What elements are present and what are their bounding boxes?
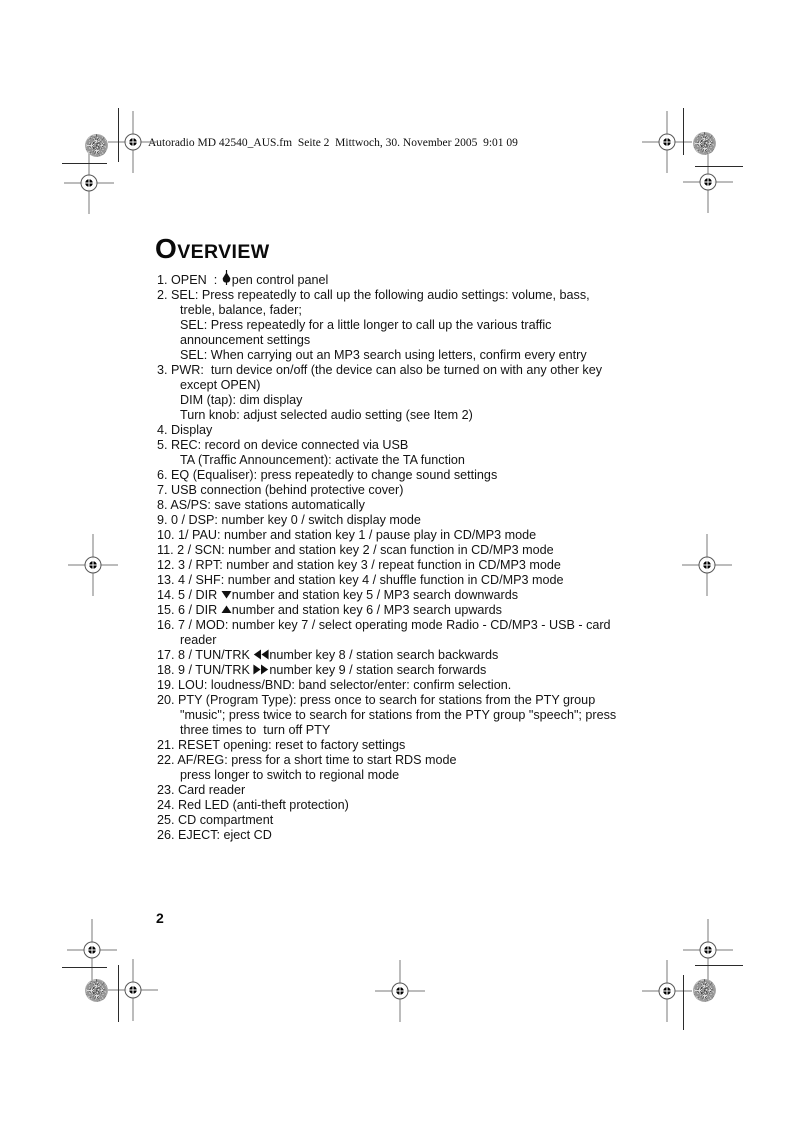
list-item-number: 24.: [157, 798, 179, 812]
registration-mark-icon: [101, 958, 165, 1022]
list-item: [157, 288, 717, 363]
list-item-line: 23. Card reader: [157, 783, 246, 797]
list-item-line: 8. AS/PS: save stations automatically: [157, 498, 365, 512]
halftone-dot-icon: [85, 979, 108, 1002]
registration-mark-icon: [57, 151, 121, 215]
list-item: [157, 543, 717, 558]
list-item-number: 19.: [157, 678, 179, 692]
list-item-line: three times to turn off PTY: [180, 723, 331, 737]
list-item: [157, 528, 717, 543]
crop-mark-line: [62, 967, 107, 968]
list-item-line: 15. 6 / DIR number and station key 6 / MP3 search upwards: [157, 603, 502, 617]
list-item-number: 7.: [157, 483, 172, 497]
list-item-line: Turn knob: adjust selected audio setting (see Item 2): [180, 408, 473, 422]
list-item-line: 10. 1/ PAU: number and station key 1 / pause play in CD/MP3 mode: [157, 528, 537, 542]
list-item-line: SEL: Press repeatedly for a little longer to call up the various traffic: [180, 318, 552, 332]
list-item: [157, 828, 717, 843]
list-item-number: 6.: [157, 468, 172, 482]
list-item-line: 3. PWR: turn device on/off (the device can also be turned on with any other key: [157, 363, 603, 377]
list-item: [157, 813, 717, 828]
list-item: [157, 783, 717, 798]
open-icon: [221, 270, 232, 285]
list-item: [157, 423, 717, 438]
list-item: [157, 558, 717, 573]
crop-mark-line: [118, 965, 119, 1022]
list-item-number: 12.: [157, 558, 179, 572]
list-item-line: 17. 8 / TUN/TRK number key 8 / station search backwards: [157, 648, 499, 662]
list-item: [157, 618, 717, 648]
list-item-number: 13.: [157, 573, 179, 587]
halftone-dot-icon: [85, 134, 108, 157]
list-item-line: 19. LOU: loudness/BND: band selector/enter: confirm selection.: [157, 678, 512, 692]
dir-up-icon: [221, 604, 232, 615]
list-item-line: 1. OPEN : pen control panel: [180, 270, 717, 288]
crop-mark-line: [683, 108, 684, 155]
list-item-number: 17.: [157, 648, 179, 662]
list-item-line: DIM (tap): dim display: [180, 393, 303, 407]
track-forward-icon: [253, 664, 269, 675]
registration-mark-icon: [635, 959, 699, 1023]
registration-mark-icon: [676, 150, 740, 214]
list-item-number: 10.: [157, 528, 179, 542]
list-item: [157, 603, 717, 618]
registration-mark-icon: [635, 110, 699, 174]
list-item-line: 4. Display: [157, 423, 213, 437]
list-item: [157, 468, 717, 483]
list-item-number: 23.: [157, 783, 179, 797]
list-item: [157, 483, 717, 498]
halftone-dot-icon: [693, 132, 716, 155]
list-item: [157, 270, 717, 288]
list-item-number: 5.: [157, 438, 172, 452]
list-item-line: 9. 0 / DSP: number key 0 / switch display mode: [157, 513, 421, 527]
crop-mark-line: [118, 108, 119, 162]
list-item-number: 21.: [157, 738, 179, 752]
list-item-line: SEL: When carrying out an MP3 search using letters, confirm every entry: [180, 348, 587, 362]
registration-mark-icon: [61, 533, 125, 597]
list-item: [157, 438, 717, 468]
list-item-line: 26. EJECT: eject CD: [157, 828, 272, 842]
crop-mark-line: [683, 975, 684, 1030]
list-item: [157, 678, 717, 693]
list-item-number: 4.: [157, 423, 172, 437]
page-number: 2: [156, 910, 164, 926]
list-item-line: 18. 9 / TUN/TRK number key 9 / station search forwards: [157, 663, 487, 677]
list-item-line: TA (Traffic Announcement): activate the TA function: [180, 453, 465, 467]
track-back-icon: [253, 649, 269, 660]
list-item: [157, 573, 717, 588]
list-item-line: 21. RESET opening: reset to factory settings: [157, 738, 406, 752]
list-item: [157, 753, 717, 783]
list-item-number: 22.: [157, 753, 178, 767]
list-item-number: 3.: [157, 363, 172, 377]
list-item-number: 18.: [157, 663, 179, 677]
list-item-line: press longer to switch to regional mode: [180, 768, 400, 782]
crop-mark-line: [62, 163, 107, 164]
list-item-number: 14.: [157, 588, 179, 602]
list-item: [157, 498, 717, 513]
list-item-line: 11. 2 / SCN: number and station key 2 / scan function in CD/MP3 mode: [157, 543, 554, 557]
list-item-number: 25.: [157, 813, 179, 827]
list-item-line: 14. 5 / DIR number and station key 5 / MP3 search downwards: [157, 588, 519, 602]
list-item-line: 2. SEL: Press repeatedly to call up the following audio settings: volume, bass,: [157, 288, 590, 302]
list-item: [157, 513, 717, 528]
list-item-line: announcement settings: [180, 333, 311, 347]
list-item-line: 25. CD compartment: [157, 813, 274, 827]
list-item-number: 26.: [157, 828, 179, 842]
list-item: [157, 798, 717, 813]
list-item-line: 13. 4 / SHF: number and station key 4 / shuffle function in CD/MP3 mode: [157, 573, 564, 587]
page-title: OVERVIEW: [155, 233, 270, 264]
list-item-line: 20. PTY (Program Type): press once to search for stations from the PTY group: [157, 693, 596, 707]
list-item-number: 15.: [157, 603, 179, 617]
list-item-number: 16.: [157, 618, 179, 632]
registration-mark-icon: [368, 959, 432, 1023]
list-item-line: treble, balance, fader;: [180, 303, 302, 317]
list-item-line: except OPEN): [180, 378, 261, 392]
list-item: [157, 663, 717, 678]
list-item-line: 22. AF/REG: press for a short time to start RDS mode: [157, 753, 457, 767]
running-header: Autoradio MD 42540_AUS.fm Seite 2 Mittwoch, 30. November 2005 9:01 09: [148, 137, 518, 149]
list-item: [157, 648, 717, 663]
list-item-number: 1.: [157, 273, 172, 287]
dir-down-icon: [221, 589, 232, 600]
crop-mark-line: [695, 965, 743, 966]
list-item: [157, 363, 717, 423]
list-item-line: 5. REC: record on device connected via USB: [157, 438, 409, 452]
list-item-number: 2.: [157, 288, 172, 302]
list-item-line: 16. 7 / MOD: number key 7 / select operating mode Radio - CD/MP3 - USB - card: [157, 618, 611, 632]
list-item: [157, 693, 717, 738]
list-item-line: "music"; press twice to search for stations from the PTY group "speech"; press: [180, 708, 617, 722]
list-item: [157, 738, 717, 753]
crop-mark-line: [695, 166, 743, 167]
registration-mark-icon: [676, 918, 740, 982]
list-item-number: 11.: [157, 543, 178, 557]
list-item-line: 12. 3 / RPT: number and station key 3 / repeat function in CD/MP3 mode: [157, 558, 561, 572]
list-item-line: 6. EQ (Equaliser): press repeatedly to change sound settings: [157, 468, 498, 482]
halftone-dot-icon: [693, 979, 716, 1002]
list-item-number: 20.: [157, 693, 179, 707]
list-item-number: 9.: [157, 513, 172, 527]
registration-mark-icon: [60, 918, 124, 982]
list-item-line: reader: [180, 633, 217, 647]
list-item-line: 7. USB connection (behind protective cover): [157, 483, 404, 497]
list-item: [157, 588, 717, 603]
overview-list: [157, 270, 717, 843]
list-item-number: 8.: [157, 498, 171, 512]
list-item-line: 24. Red LED (anti-theft protection): [157, 798, 349, 812]
